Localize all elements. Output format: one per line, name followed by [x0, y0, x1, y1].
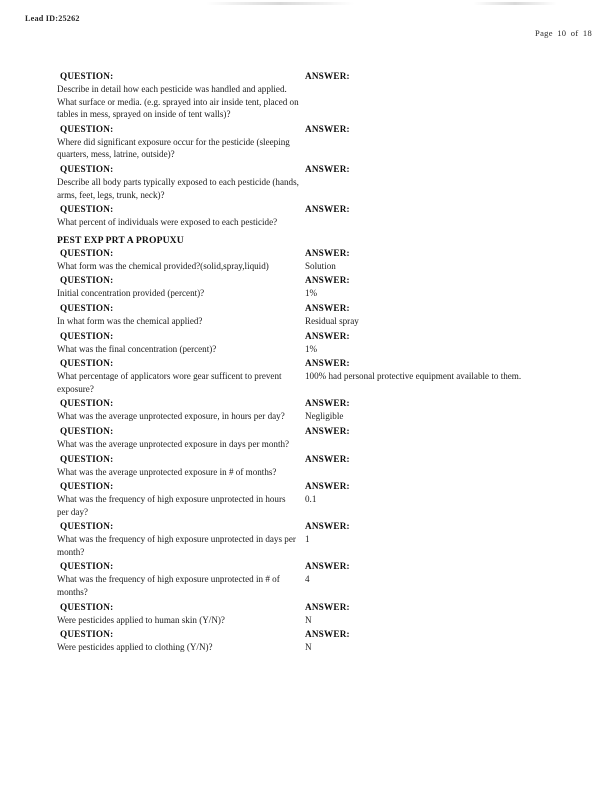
qa-row	[57, 163, 594, 201]
qa-row	[57, 70, 594, 121]
qa-row	[57, 601, 594, 627]
question-label: QUESTION:	[60, 481, 114, 492]
qa-row	[57, 397, 594, 423]
answer-text: 100% had personal protective equipment available to them.	[305, 371, 522, 382]
question-text: What was the final concentration (percent)?	[57, 343, 217, 354]
answer-label: ANSWER:	[305, 425, 350, 436]
qa-row	[57, 480, 594, 518]
question-column	[57, 163, 305, 201]
answer-text	[305, 466, 594, 467]
answer-text	[305, 216, 594, 217]
answer-column	[305, 163, 594, 177]
answer-label: ANSWER:	[305, 302, 350, 313]
question-column	[57, 397, 305, 423]
answer-column	[305, 70, 594, 84]
question-label: QUESTION:	[60, 601, 114, 612]
question-label: QUESTION:	[60, 204, 114, 215]
answer-text: 4	[305, 574, 310, 585]
question-label: QUESTION:	[60, 398, 114, 409]
qa-row	[57, 247, 594, 273]
question-label: QUESTION:	[60, 358, 114, 369]
qa-row	[57, 123, 594, 161]
answer-column	[305, 397, 594, 423]
question-label: QUESTION:	[60, 425, 114, 436]
answer-column	[305, 520, 594, 546]
qa-row	[57, 560, 594, 598]
qa-row	[57, 357, 594, 395]
answer-text: N	[305, 614, 312, 625]
question-text: What was the average unprotected exposure in # of months?	[57, 466, 277, 477]
question-column	[57, 425, 305, 451]
answer-column	[305, 357, 594, 383]
answer-text: N	[305, 642, 312, 653]
answer-label: ANSWER:	[305, 601, 350, 612]
answer-label: ANSWER:	[305, 247, 350, 258]
answer-label: ANSWER:	[305, 275, 350, 286]
answer-column	[305, 247, 594, 273]
section-title: PEST EXP PRT A PROPUXU	[57, 234, 184, 246]
question-text: In what form was the chemical applied?	[57, 315, 203, 326]
question-column	[57, 560, 305, 598]
answer-label: ANSWER:	[305, 123, 350, 134]
answer-label: ANSWER:	[305, 521, 350, 532]
question-label: QUESTION:	[60, 123, 114, 134]
answer-text: 1	[305, 534, 310, 545]
answer-text: Residual spray	[305, 315, 359, 326]
lead-id: Lead ID:25262	[25, 14, 80, 23]
qa-row	[57, 520, 594, 558]
section-question-list	[57, 247, 594, 654]
question-column	[57, 601, 305, 627]
question-text: Describe all body parts typically exposed to each pesticide (hands, arms, feet, legs, trunk, neck)?	[57, 176, 299, 200]
question-text: What percent of individuals were exposed to each pesticide?	[57, 217, 278, 228]
question-column	[57, 357, 305, 395]
question-column	[57, 70, 305, 121]
question-text: Initial concentration provided (percent)?	[57, 288, 205, 299]
question-text: What was the frequency of high exposure unprotected in days per month?	[57, 534, 296, 557]
question-column	[57, 520, 305, 558]
answer-label: ANSWER:	[305, 561, 350, 572]
question-text: Where did significant exposure occur for the pesticide (sleeping quarters, mess, latrine, outside)?	[57, 136, 290, 160]
question-column	[57, 123, 305, 161]
answer-text: 0.1	[305, 494, 317, 505]
question-label: QUESTION:	[60, 163, 114, 174]
question-label: QUESTION:	[60, 521, 114, 532]
question-label: QUESTION:	[60, 275, 114, 286]
question-label: QUESTION:	[60, 453, 114, 464]
qa-row	[57, 330, 594, 356]
page-number	[535, 28, 594, 38]
answer-column	[305, 274, 594, 300]
answer-column	[305, 628, 594, 654]
question-column	[57, 628, 305, 654]
question-text: What form was the chemical provided?(solid,spray,liquid)	[57, 260, 269, 271]
question-column	[57, 330, 305, 356]
answer-column	[305, 203, 594, 217]
answer-label: ANSWER:	[305, 358, 350, 369]
answer-column	[305, 425, 594, 439]
page-header	[0, 0, 612, 60]
question-text: What percentage of applicators wore gear sufficent to prevent exposure?	[57, 371, 282, 394]
answer-text	[305, 438, 594, 439]
answer-text: 1%	[305, 343, 318, 354]
answer-column	[305, 302, 594, 328]
answer-text	[305, 176, 594, 177]
answer-label: ANSWER:	[305, 330, 350, 341]
page-number-label: Page	[535, 28, 553, 38]
question-label: QUESTION:	[60, 629, 114, 640]
page-number-current: 10	[557, 28, 567, 38]
question-label: QUESTION:	[60, 561, 114, 572]
question-column	[57, 453, 305, 479]
question-text: What was the average unprotected exposure in days per month?	[57, 438, 290, 449]
answer-label: ANSWER:	[305, 453, 350, 464]
qa-row	[57, 274, 594, 300]
page-number-of: of	[570, 28, 579, 38]
question-label: QUESTION:	[60, 330, 114, 341]
question-column	[57, 203, 305, 229]
top-question-list	[57, 70, 594, 229]
question-label: QUESTION:	[60, 302, 114, 313]
qa-row	[57, 203, 594, 229]
answer-label: ANSWER:	[305, 481, 350, 492]
answer-column	[305, 123, 594, 137]
answer-text	[305, 83, 594, 84]
page-number-total: 18	[582, 28, 592, 38]
question-text: What was the frequency of high exposure unprotected in hours per day?	[57, 494, 286, 517]
qa-body	[57, 70, 594, 656]
question-text: Were pesticides applied to clothing (Y/N)?	[57, 642, 213, 653]
answer-column	[305, 480, 594, 506]
question-text: What was the average unprotected exposure, in hours per day?	[57, 411, 285, 422]
question-column	[57, 247, 305, 273]
question-column	[57, 274, 305, 300]
question-text: Describe in detail how each pesticide was handled and applied. What surface or media. (e.g. sprayed into air inside tent, placed on tables in mess, sprayed on inside of tent walls)?	[57, 84, 299, 120]
answer-column	[305, 560, 594, 586]
question-text: What was the frequency of high exposure unprotected in # of months?	[57, 574, 280, 598]
answer-text: Solution	[305, 260, 336, 271]
answer-column	[305, 453, 594, 467]
answer-column	[305, 330, 594, 356]
qa-row	[57, 425, 594, 451]
qa-row	[57, 628, 594, 654]
question-column	[57, 480, 305, 518]
answer-text: 1%	[305, 288, 318, 299]
answer-label: ANSWER:	[305, 204, 350, 215]
answer-text: Negligible	[305, 411, 344, 422]
qa-row	[57, 453, 594, 479]
question-label: QUESTION:	[60, 71, 114, 81]
answer-text	[305, 136, 594, 137]
answer-label: ANSWER:	[305, 163, 350, 174]
answer-label: ANSWER:	[305, 71, 350, 81]
answer-label: ANSWER:	[305, 629, 350, 640]
question-text: Were pesticides applied to human skin (Y/N)?	[57, 614, 225, 625]
question-label: QUESTION:	[60, 247, 114, 258]
qa-row	[57, 302, 594, 328]
answer-label: ANSWER:	[305, 398, 350, 409]
question-column	[57, 302, 305, 328]
answer-column	[305, 601, 594, 627]
